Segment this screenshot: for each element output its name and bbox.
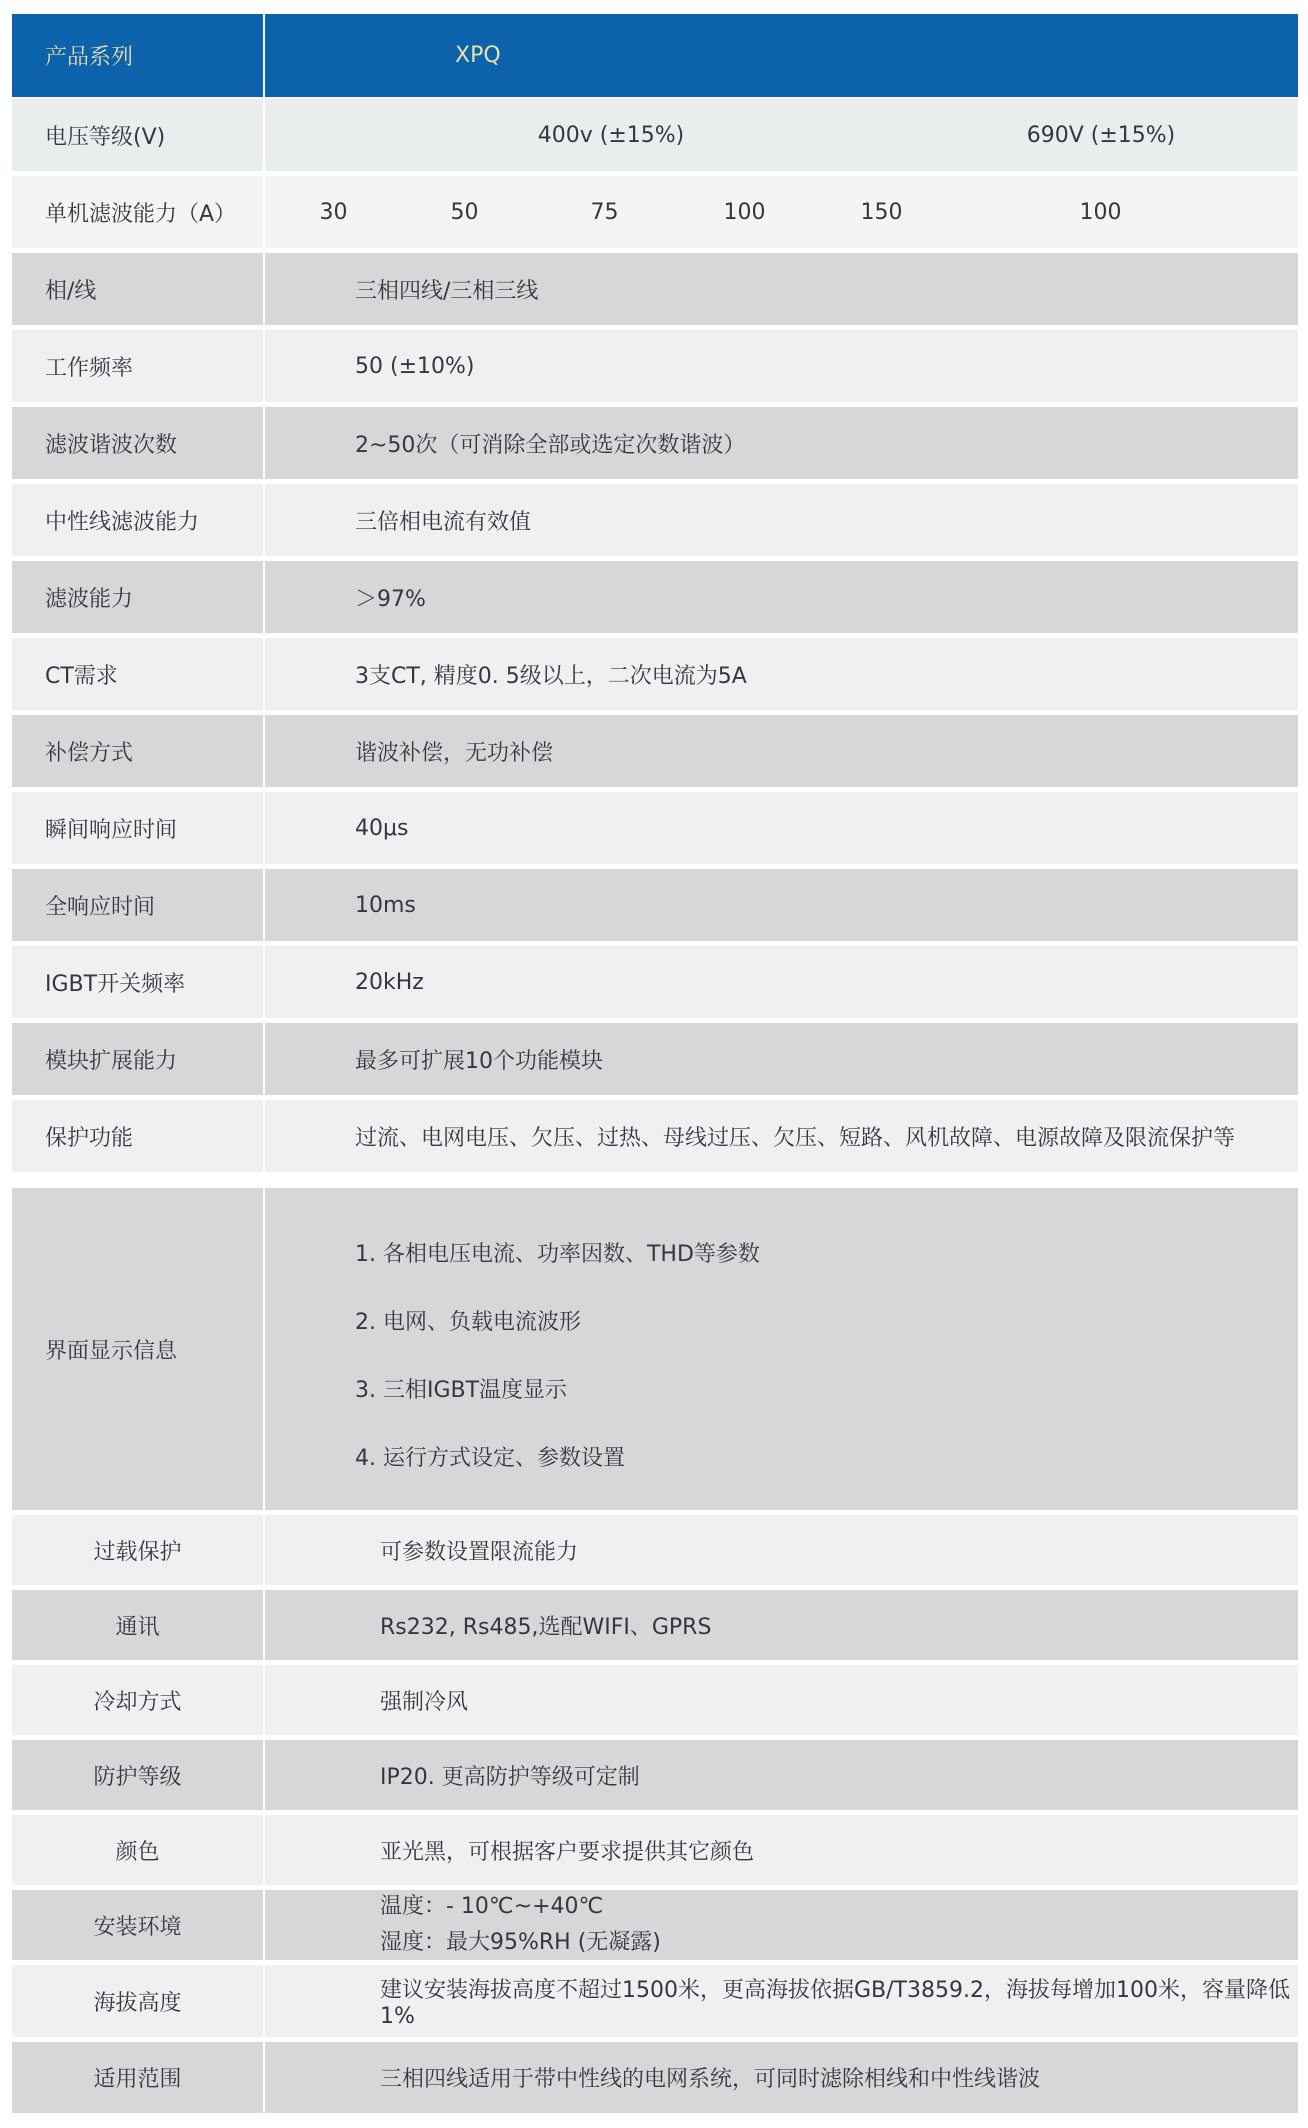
capacity-cell: 100 <box>684 200 805 225</box>
spec-row <box>12 330 1298 402</box>
spec-row <box>12 869 1298 941</box>
row-label: 瞬间响应时间 <box>12 792 263 864</box>
product-spec-table <box>12 14 1298 2113</box>
row-label: 电压等级(V) <box>12 99 263 171</box>
row-label: 过载保护 <box>12 1515 263 1585</box>
row-label: 全响应时间 <box>12 869 263 941</box>
row-label: 模块扩展能力 <box>12 1023 263 1095</box>
humidity-line: 湿度：最大95%RH (无凝露) <box>380 1930 661 1955</box>
row-value: 3支CT, 精度0. 5级以上，二次电流为5A <box>265 638 1298 710</box>
display-info-item: 3. 三相IGBT温度显示 <box>355 1377 568 1403</box>
header-label: 产品系列 <box>12 14 263 97</box>
row-value: 强制冷风 <box>265 1665 1298 1735</box>
display-info-item: 1. 各相电压电流、功率因数、THD等参数 <box>355 1241 760 1267</box>
row-value: 10ms <box>265 869 1298 941</box>
row-label: 滤波谐波次数 <box>12 407 263 479</box>
row-label: 冷却方式 <box>12 1665 263 1735</box>
display-info-list <box>265 1188 1298 1510</box>
row-label: 界面显示信息 <box>12 1188 263 1510</box>
row-label: 防护等级 <box>12 1740 263 1810</box>
row-label: 补偿方式 <box>12 715 263 787</box>
capacity-values <box>265 176 1298 248</box>
row-value: 最多可扩展10个功能模块 <box>265 1023 1298 1095</box>
spec-row <box>12 638 1298 710</box>
spec-row <box>12 1590 1298 1660</box>
display-info-item: 2. 电网、负载电流波形 <box>355 1309 581 1335</box>
row-value: 20kHz <box>265 946 1298 1018</box>
capacity-cell: 100 <box>958 200 1298 225</box>
spec-row <box>12 2042 1298 2113</box>
display-info-item: 4. 运行方式设定、参数设置 <box>355 1445 625 1471</box>
voltage-row <box>12 99 1298 171</box>
row-value: 可参数设置限流能力 <box>265 1515 1298 1585</box>
install-env-values <box>265 1890 1298 1960</box>
header-series-value: XPQ <box>265 14 1298 97</box>
row-value: IP20. 更高防护等级可定制 <box>265 1740 1298 1810</box>
header-row <box>12 14 1298 97</box>
row-value: 三倍相电流有效值 <box>265 484 1298 556</box>
capacity-row <box>12 176 1298 248</box>
row-value: 三相四线适用于带中性线的电网系统，可同时滤除相线和中性线谐波 <box>265 2042 1298 2113</box>
spec-row <box>12 792 1298 864</box>
row-label: 适用范围 <box>12 2042 263 2113</box>
row-value: 亚光黑，可根据客户要求提供其它颜色 <box>265 1815 1298 1885</box>
row-value: 50 (±10%) <box>265 330 1298 402</box>
row-label: 颜色 <box>12 1815 263 1885</box>
spec-row <box>12 1515 1298 1585</box>
spec-row <box>12 407 1298 479</box>
spec-row <box>12 1740 1298 1810</box>
row-label: 相/线 <box>12 253 263 325</box>
row-label: 通讯 <box>12 1590 263 1660</box>
temperature-line: 温度：- 10℃~+40℃ <box>380 1894 604 1919</box>
capacity-cell: 150 <box>807 200 956 225</box>
capacity-cell: 50 <box>404 200 525 225</box>
row-value: Rs232, Rs485,选配WIFI、GPRS <box>265 1590 1298 1660</box>
voltage-values <box>265 99 1298 171</box>
spec-row <box>12 484 1298 556</box>
row-value: 谐波补偿，无功补偿 <box>265 715 1298 787</box>
install-env-row <box>12 1890 1298 1960</box>
spec-row <box>12 1965 1298 2037</box>
spec-row <box>12 1815 1298 1885</box>
row-label: CT需求 <box>12 638 263 710</box>
spec-row <box>12 253 1298 325</box>
spec-row <box>12 1100 1298 1172</box>
spec-row <box>12 561 1298 633</box>
voltage-690v: 690V (±15%) <box>959 123 1298 148</box>
row-label: 单机滤波能力（A） <box>12 176 263 248</box>
capacity-cell: 30 <box>265 200 402 225</box>
spec-row <box>12 1665 1298 1735</box>
row-label: 滤波能力 <box>12 561 263 633</box>
spec-row <box>12 946 1298 1018</box>
row-label: 工作频率 <box>12 330 263 402</box>
row-label: 安装环境 <box>12 1890 263 1960</box>
row-value: ＞97% <box>265 561 1298 633</box>
row-label: 保护功能 <box>12 1100 263 1172</box>
voltage-400v: 400v (±15%) <box>265 123 957 148</box>
row-value: 40μs <box>265 792 1298 864</box>
capacity-cell: 75 <box>527 200 682 225</box>
row-label: IGBT开关频率 <box>12 946 263 1018</box>
row-value: 建议安装海拔高度不超过1500米，更高海拔依据GB/T3859.2，海拔每增加100米，容量降低1% <box>265 1965 1298 2037</box>
row-label: 中性线滤波能力 <box>12 484 263 556</box>
row-value: 过流、电网电压、欠压、过热、母线过压、欠压、短路、风机故障、电源故障及限流保护等 <box>265 1100 1298 1172</box>
row-label: 海拔高度 <box>12 1965 263 2037</box>
spec-row <box>12 715 1298 787</box>
row-value: 三相四线/三相三线 <box>265 253 1298 325</box>
spec-row <box>12 1023 1298 1095</box>
row-value: 2~50次（可消除全部或选定次数谐波） <box>265 407 1298 479</box>
display-info-row <box>12 1188 1298 1510</box>
